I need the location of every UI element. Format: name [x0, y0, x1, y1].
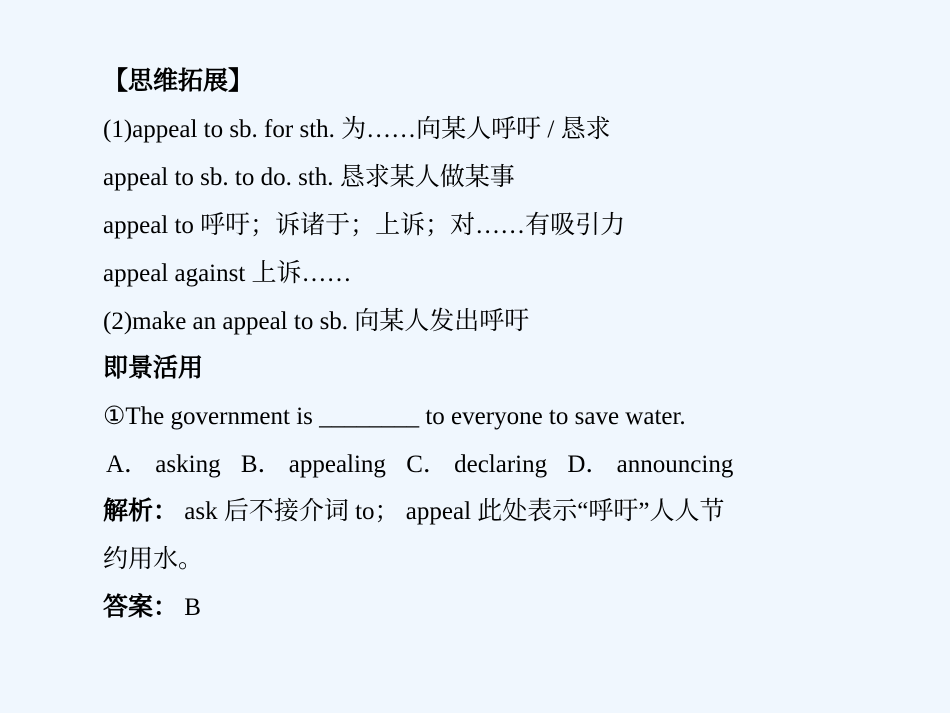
phrase-line-2: appeal to sb. to do. sth. 恳求某人做某事 — [103, 164, 515, 191]
answer-row — [103, 591, 201, 625]
analysis-row — [103, 495, 724, 529]
answer-label: 答案： — [103, 594, 179, 621]
question-text: ①The government is ________ to everyone to save water. — [103, 403, 686, 430]
option-a: A． asking — [106, 451, 221, 478]
phrase-line-5: (2)make an appeal to sb. 向某人发出呼吁 — [103, 308, 530, 335]
practice-heading: 即景活用 — [103, 355, 204, 382]
analysis-continuation: 约用水。 — [103, 546, 204, 573]
phrase-line-4: appeal against 上诉…… — [103, 260, 352, 287]
answer-value: B — [178, 594, 201, 621]
section-heading: 【思维拓展】 — [103, 68, 254, 95]
option-b: B． appealing — [240, 451, 386, 478]
analysis-text: ask 后不接介词 to； appeal 此处表示“呼吁”人人节 — [178, 498, 725, 525]
options-row — [106, 448, 733, 482]
phrase-line-3: appeal to 呼吁；诉诸于；上诉；对……有吸引力 — [103, 212, 626, 239]
phrase-line-1: (1)appeal to sb. for sth. 为……向某人呼吁 / 恳求 — [103, 116, 611, 143]
option-c: C． declaring — [406, 451, 548, 478]
analysis-label: 解析： — [103, 498, 179, 525]
option-d: D． announcing — [567, 451, 734, 478]
